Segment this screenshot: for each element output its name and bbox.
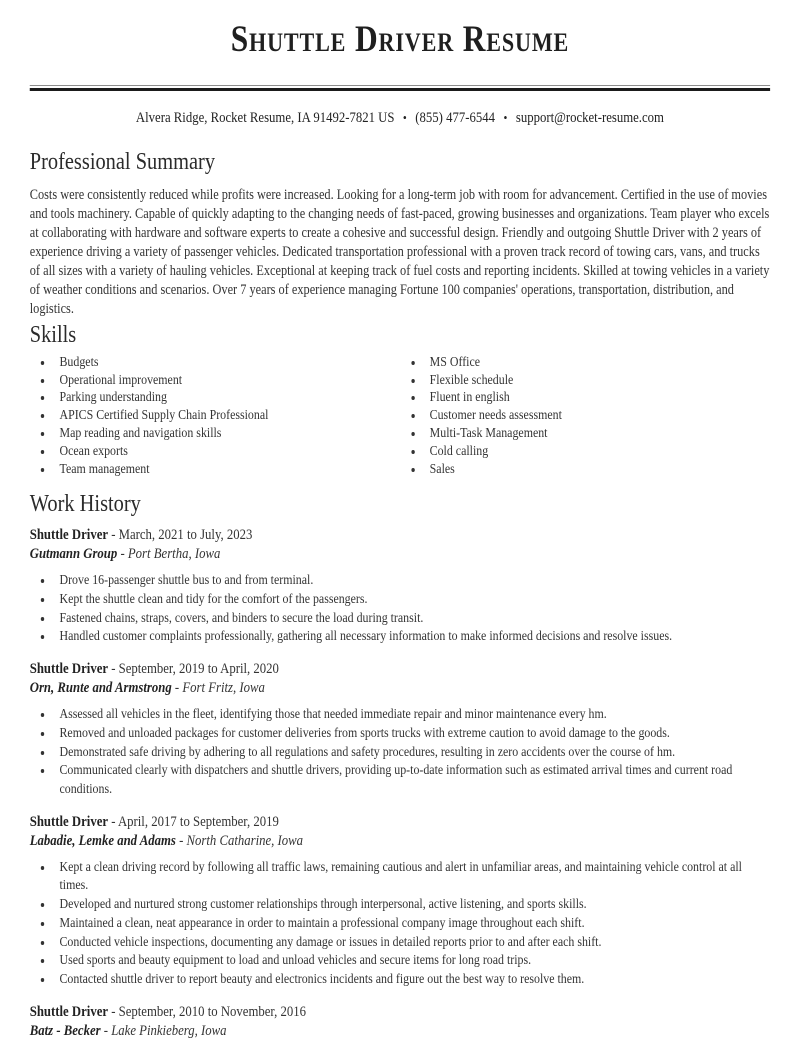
job-duty: • Drove 16-passenger shuttle bus to and from terminal. [53, 572, 770, 591]
job-title-separator: - [108, 813, 118, 830]
job-title-separator: - [108, 527, 119, 544]
skills-heading: Skills [29, 321, 77, 348]
skill-item: • Multi-Task Management [423, 425, 770, 443]
job-dates: September, 2010 to November, 2016 [118, 1003, 307, 1020]
contact-separator: • [402, 109, 407, 125]
job-company-line [30, 545, 770, 564]
job-company: Batz - Becker [29, 1022, 101, 1039]
job-duty: • Conducted vehicle inspections, documenting any damage or issues in detailed reports prior to and after each shift. [53, 934, 770, 953]
job-title: Shuttle Driver [29, 1003, 109, 1020]
job-duties [30, 706, 770, 800]
job-duty: • Handled customer complaints professionally, gathering all necessary information to make informed decisions and resolve issues. [53, 628, 770, 647]
skill-item: • Customer needs assessment [423, 407, 770, 425]
skill-item: • Flexible schedule [423, 372, 770, 390]
job-title-line [30, 1003, 770, 1022]
job-duties [30, 859, 770, 990]
job-company-line [30, 1022, 770, 1041]
job-entry [30, 660, 770, 800]
job-duty: • Used sports and beauty equipment to load and unload vehicles and secure items for long road trips. [53, 952, 770, 971]
skill-item: • Team management [53, 461, 400, 479]
job-duty: • Communicated clearly with dispatchers and shuttle drivers, providing up-to-date information such as estimated arrival times and current road conditions. [53, 762, 770, 799]
job-location: Port Bertha, Iowa [127, 546, 221, 563]
job-title: Shuttle Driver [29, 527, 109, 544]
job-location: Lake Pinkieberg, Iowa [111, 1022, 227, 1039]
job-dates: March, 2021 to July, 2023 [118, 527, 253, 544]
skill-item: • Ocean exports [53, 443, 400, 461]
job-company: Gutmann Group [29, 546, 118, 563]
job-title-line [30, 660, 770, 679]
job-title-line [30, 526, 770, 545]
skill-item: • Operational improvement [53, 372, 400, 390]
work-history-heading: Work History [29, 491, 141, 518]
job-company: Labadie, Lemke and Adams [29, 832, 176, 849]
job-duty: • Removed and unloaded packages for customer deliveries from sports trucks with extreme caution to avoid damage to the goods. [53, 725, 770, 744]
job-duty: • Kept a clean driving record by following all traffic laws, remaining cautious and alert in unfamiliar areas, and maintaining vehicle control at all times. [53, 859, 770, 896]
contact-email: support@rocket-resume.com [515, 109, 664, 126]
contact-address: Alvera Ridge, Rocket Resume, IA 91492-7821 US [135, 109, 395, 126]
skills-list [30, 354, 770, 479]
skill-item: • Map reading and navigation skills [53, 425, 400, 443]
job-company-separator: - [171, 680, 183, 697]
job-location: North Catharine, Iowa [186, 832, 304, 849]
job-company-line [30, 832, 770, 851]
job-duty: • Contacted shuttle driver to report beauty and electronics incidents and figure out the best way to resolve them. [53, 971, 770, 990]
contact-line [30, 108, 770, 128]
job-company-separator: - [100, 1022, 112, 1039]
header-divider [30, 85, 770, 91]
job-title-line [30, 813, 770, 832]
skill-item: • MS Office [423, 354, 770, 372]
job-duty: • Fastened chains, straps, covers, and binders to secure the load during transit. [53, 610, 770, 629]
job-title-separator: - [108, 661, 119, 678]
work-history-jobs [30, 526, 770, 1040]
skill-item: • Sales [423, 461, 770, 479]
skill-item: • Budgets [53, 354, 400, 372]
job-entry [30, 813, 770, 990]
resume-page [0, 20, 800, 1041]
job-entry [30, 526, 770, 647]
job-duty: • Demonstrated safe driving by adhering to all regulations and safety procedures, resulting in zero accidents over the course of hm. [53, 744, 770, 763]
summary-text: Costs were consistently reduced while profits were increased. Looking for a long-term job with room for advancement. Certified in the use of movies and tools machinery. Capable of quickly adapting to the changing needs of fast-paced, growing businesses and organizations. Team player who excels at collaborating with hardware and software experts to create a cohesive and successful design. Friendly and outgoing Shuttle Driver with 2 years of experience driving a variety of passenger vehicles. Dedicated transportation professional with a proven track record of towing cars, vans, and trucks of all sizes with a variety of hauling vehicles. Exceptional at keeping track of fuel costs and reporting incidents. Skilled at towing vehicles in a variety of weather conditions and scenarios. Over 7 years of experience managing Fortune 100 companies' operations, transportation, distribution, and logistics. [29, 186, 770, 317]
skill-item: • Fluent in english [423, 389, 770, 407]
job-company-separator: - [117, 546, 128, 563]
skill-item: • Parking understanding [53, 389, 400, 407]
job-dates: April, 2017 to September, 2019 [117, 813, 279, 830]
job-duties [30, 572, 770, 647]
job-title: Shuttle Driver [29, 661, 109, 678]
job-duty: • Maintained a clean, neat appearance in order to maintain a professional company image throughout each shift. [53, 915, 770, 934]
job-location: Fort Fritz, Iowa [182, 680, 265, 697]
page-title: Shuttle Driver Resume [230, 19, 570, 60]
job-duty: • Assessed all vehicles in the fleet, identifying those that needed immediate repair and minor maintenance every hm. [53, 706, 770, 725]
job-title: Shuttle Driver [29, 813, 109, 830]
contact-separator: • [503, 109, 508, 125]
job-dates: September, 2019 to April, 2020 [118, 661, 279, 678]
job-company: Orn, Runte and Armstrong [29, 680, 172, 697]
job-duty: • Developed and nurtured strong customer relationships through interpersonal, active listening, and sports skills. [53, 896, 770, 915]
resume-document [0, 20, 800, 1041]
skill-item: • Cold calling [423, 443, 770, 461]
job-company-line [30, 679, 770, 698]
skills-column-right [400, 354, 770, 479]
summary-heading: Professional Summary [29, 148, 216, 175]
skill-item: • APICS Certified Supply Chain Professional [53, 407, 400, 425]
skills-column-left [30, 354, 400, 479]
contact-phone: (855) 477-6544 [415, 109, 495, 126]
job-company-separator: - [175, 832, 187, 849]
job-duty: • Kept the shuttle clean and tidy for the comfort of the passengers. [53, 591, 770, 610]
job-title-separator: - [108, 1003, 119, 1020]
